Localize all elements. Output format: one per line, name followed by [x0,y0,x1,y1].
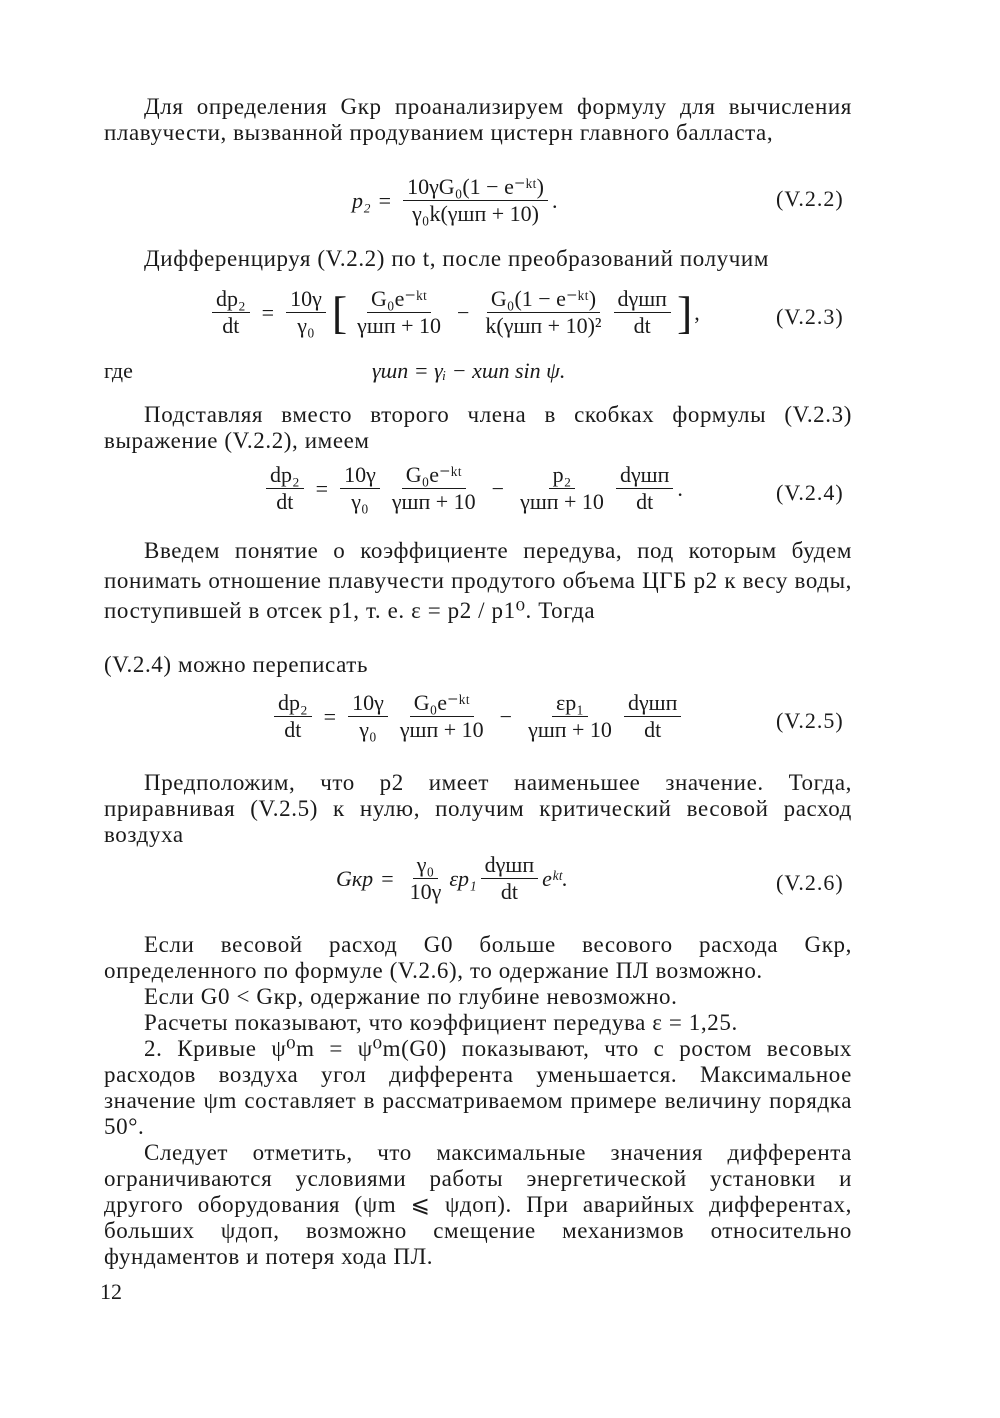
eq-fraction: $\frac{\text{10γG₀(1 − e⁻ᵏᵗ)}}{\text{γ₀k(γшп + 10)}}$ [403,176,548,225]
paragraph-substitute: Подставляя вместо второго члена в скобках формулы (V.2.3) выражение (V.2.2), имеем [104,402,852,453]
equation-number: (V.2.6) [776,870,844,895]
paragraph-curves: 2. Кривые ψ⁰m = ψ⁰m(G0) показывают, что с ростом весовых расходов воздуха угол дифферента уменьшается. Максимальное значение ψm составляет в рассматриваемом примере величину порядка 50°. [104,1036,852,1139]
equation-v23: $\frac{\text{dp₂}}{dt}$ = $\frac{10\gamma}{\text{γ₀}}$ [ $\frac{\text{G₀e⁻ᵏᵗ}}{\text{γшп + 10}}$ − $\frac{\text{G₀(1 − e⁻ᵏᵗ)}}{\text{k(γшп + 10)²}}$ $\frac{\text{dγшп}}{dt}$ ] , [208,288,700,337]
paragraph-rewrite: (V.2.4) можно переписать [104,652,369,677]
equation-v22: p₂ = $\frac{\text{10γG₀(1 − e⁻ᵏᵗ)}}{\text{γ₀k(γшп + 10)}}$ . [352,174,558,226]
paragraph-intro: Для определения Gкр проанализируем формулу для вычисления плавучести, вызванной продуванием цистерн главного балласта, [104,94,852,145]
equation-v26: Gкр = $\frac{\text{γ₀}}{10\gamma}$ εp₁ $\frac{\text{dγшп}}{dt}$ eᵏᵗ . [336,852,568,904]
paragraph-differentiate: Дифференцируя (V.2.2) по t, после преобразований получим [144,246,769,271]
paragraph-condition-possible: Если весовой расход G0 больше весового расхода Gкр, определенного по формуле (V.2.6), то одержание ПЛ возможно. [104,932,852,983]
equation-number: (V.2.4) [776,480,844,505]
paragraph-assume: Предположим, что p2 имеет наименьшее значение. Тогда, приравнивая (V.2.5) к нулю, получим критический весовой расход воздуха [104,770,852,847]
where-label: где [104,358,133,383]
equation-v25: $\frac{\text{dp₂}}{dt}$ = $\frac{10\gamma}{\text{γ₀}}$ $\frac{\text{G₀e⁻ᵏᵗ}}{\text{γшп + 10}}$ − $\frac{\text{εp₁}}{\text{γшп + 10}}$ $\frac{\text{dγшп}}{dt}$ [270,692,685,741]
page-number: 12 [100,1279,122,1304]
equation-number: (V.2.2) [776,186,844,211]
paragraph-calculation: Расчеты показывают, что коэффициент передува ε = 1,25. [144,1010,738,1035]
paragraph-definition: Введем понятие о коэффициенте передува, под которым будем понимать отношение плавучести продутого объема ЦГБ p2 к весу воды, поступившей в отсек p1, т. е. ε = p2 / p1⁰. Тогда [104,538,852,623]
equation-v23-where: γшп = γᵢ − xшп sin ψ. [372,358,566,383]
paragraph-condition-impossible: Если G0 < Gкр, одержание по глубине невозможно. [144,984,678,1009]
equation-v24: $\frac{\text{dp₂}}{dt}$ = $\frac{10\gamma}{\text{γ₀}}$ $\frac{\text{G₀e⁻ᵏᵗ}}{\text{γшп + 10}}$ − $\frac{\text{p₂}}{\text{γшп + 10}}$ $\frac{\text{dγшп}}{dt}$ . [262,464,683,513]
paragraph-limits: Следует отметить, что максимальные значения дифферента ограничиваются условиями работы энергетической установки и другого оборудования (ψm ⩽ ψдоп). При аварийных дифферентах, больших ψдоп, возможно смещение механизмов относительно фундаментов и потеря хода ПЛ. [104,1140,852,1269]
equation-number: (V.2.5) [776,708,844,733]
equation-number: (V.2.3) [776,304,844,329]
eq-lhs: p₂ [352,187,371,213]
